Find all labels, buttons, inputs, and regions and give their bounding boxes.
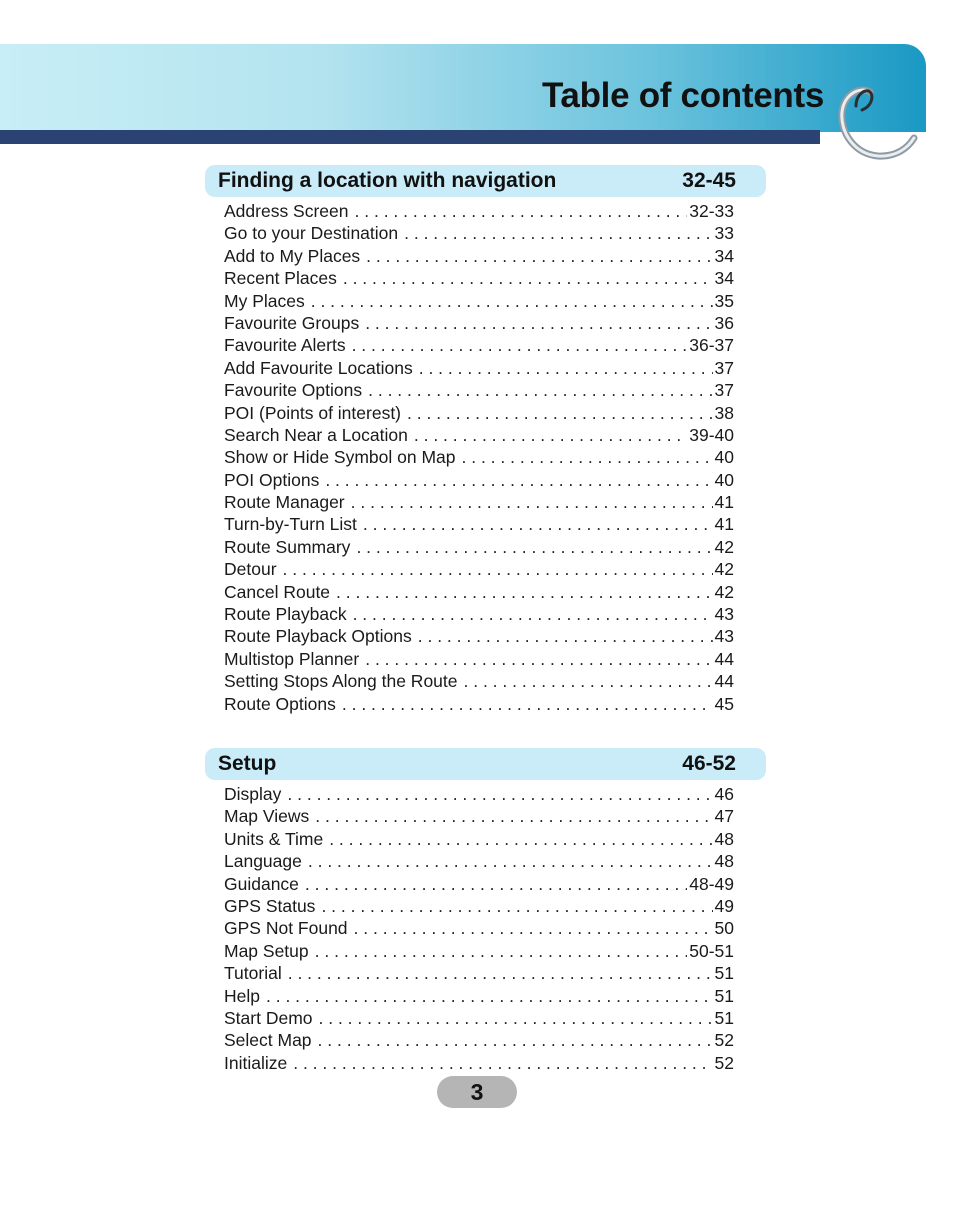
- toc-entry-title: Add to My Places: [224, 245, 361, 266]
- toc-entry[interactable]: [224, 670, 734, 692]
- toc-entry-page: 52: [714, 1052, 734, 1073]
- toc-entry-title: Map Setup: [224, 940, 309, 961]
- toc-entry-page: 48: [714, 851, 734, 872]
- toc-list-setup: [224, 783, 734, 1074]
- dot-leader: [321, 895, 712, 917]
- dot-leader: [353, 603, 713, 625]
- dot-leader: [363, 513, 713, 535]
- dot-leader: [368, 379, 712, 401]
- dot-leader: [464, 670, 713, 692]
- toc-entry[interactable]: [224, 446, 734, 468]
- section-header-setup[interactable]: [205, 748, 766, 780]
- toc-entry[interactable]: [224, 200, 734, 222]
- dot-leader: [315, 805, 712, 827]
- dot-leader: [266, 985, 713, 1007]
- toc-entry-page: 51: [714, 963, 734, 984]
- toc-entry-page: 32-33: [689, 201, 734, 221]
- toc-entry-page: 46: [714, 784, 734, 804]
- toc-entry-title: Add Favourite Locations: [224, 357, 413, 378]
- toc-entry[interactable]: [224, 424, 734, 446]
- page-number-badge: 3: [437, 1076, 517, 1108]
- toc-entry-page: 48: [714, 828, 734, 849]
- toc-entry-title: Tutorial: [224, 963, 282, 984]
- toc-entry[interactable]: [224, 693, 734, 715]
- dot-leader: [354, 917, 713, 939]
- dot-leader: [404, 222, 712, 244]
- toc-entry-title: GPS Status: [224, 895, 316, 916]
- dot-leader: [351, 491, 713, 513]
- toc-entry-page: 41: [714, 492, 734, 513]
- toc-entry-page: 44: [714, 671, 734, 692]
- toc-entry[interactable]: [224, 850, 734, 872]
- toc-entry-title: Multistop Planner: [224, 648, 360, 669]
- toc-entry-page: 51: [714, 985, 734, 1006]
- toc-entry-title: Display: [224, 784, 282, 804]
- section-title: Finding a location with navigation: [218, 169, 557, 192]
- section-pages: 46-52: [682, 752, 736, 775]
- toc-entry-page: 49: [714, 895, 734, 916]
- dot-leader: [343, 267, 713, 289]
- dot-leader: [342, 693, 713, 715]
- toc-entry-page: 50-51: [689, 940, 734, 961]
- section-pages: 32-45: [682, 169, 736, 192]
- header-underline: [0, 130, 820, 144]
- toc-entry-page: 39-40: [689, 424, 734, 445]
- dot-leader: [329, 828, 712, 850]
- page-title: Table of contents: [541, 76, 824, 115]
- toc-entry[interactable]: [224, 985, 734, 1007]
- toc-entry-page: 51: [714, 1007, 734, 1028]
- toc-entry[interactable]: [224, 222, 734, 244]
- dot-leader: [319, 1007, 713, 1029]
- toc-entry-page: 48-49: [689, 873, 734, 894]
- toc-entry-title: Cancel Route: [224, 581, 331, 602]
- toc-entry-title: Select Map: [224, 1030, 312, 1051]
- toc-entry-title: Detour: [224, 559, 277, 580]
- toc-entry-title: Help: [224, 985, 260, 1006]
- toc-entry-title: Recent Places: [224, 268, 337, 289]
- toc-entry-page: 41: [714, 514, 734, 535]
- toc-entry[interactable]: [224, 603, 734, 625]
- toc-entry-title: Setting Stops Along the Route: [224, 671, 458, 692]
- toc-entry-title: Route Summary: [224, 536, 351, 557]
- dot-leader: [462, 446, 713, 468]
- toc-entry[interactable]: [224, 334, 734, 356]
- toc-entry[interactable]: [224, 312, 734, 334]
- toc-entry-page: 38: [714, 402, 734, 423]
- toc-entry[interactable]: [224, 491, 734, 513]
- toc-entry-title: Route Manager: [224, 492, 345, 513]
- toc-entry[interactable]: [224, 940, 734, 962]
- toc-entry-page: 44: [714, 648, 734, 669]
- toc-entry[interactable]: [224, 469, 734, 491]
- toc-entry-page: 50: [714, 918, 734, 939]
- toc-entry[interactable]: [224, 267, 734, 289]
- toc-entry[interactable]: [224, 783, 734, 805]
- toc-entry-title: Favourite Groups: [224, 312, 360, 333]
- toc-entry-page: 40: [714, 469, 734, 490]
- toc-entry-title: Language: [224, 851, 302, 872]
- toc-entry-page: 52: [714, 1030, 734, 1051]
- toc-entry[interactable]: [224, 1029, 734, 1051]
- toc-entry-page: 43: [714, 626, 734, 647]
- toc-list-navigation: [224, 200, 734, 715]
- dot-leader: [325, 469, 712, 491]
- toc-entry[interactable]: [224, 357, 734, 379]
- toc-entry-title: Go to your Destination: [224, 223, 399, 244]
- toc-entry-title: Start Demo: [224, 1007, 313, 1028]
- toc-entry-page: 37: [714, 357, 734, 378]
- toc-entry-title: GPS Not Found: [224, 918, 348, 939]
- toc-entry[interactable]: [224, 648, 734, 670]
- dot-leader: [336, 581, 712, 603]
- toc-entry[interactable]: [224, 625, 734, 647]
- dot-leader: [355, 200, 688, 222]
- toc-entry[interactable]: [224, 581, 734, 603]
- toc-entry[interactable]: [224, 805, 734, 827]
- paper-clip-icon: [832, 78, 918, 164]
- toc-entry[interactable]: [224, 962, 734, 984]
- toc-entry[interactable]: [224, 1052, 734, 1074]
- toc-entry[interactable]: [224, 379, 734, 401]
- toc-entry-title: Guidance: [224, 873, 299, 894]
- toc-entry-page: 37: [714, 380, 734, 401]
- toc-entry-title: Units & Time: [224, 828, 324, 849]
- dot-leader: [287, 783, 712, 805]
- toc-entry-page: 40: [714, 447, 734, 468]
- toc-entry[interactable]: [224, 1007, 734, 1029]
- toc-entry-page: 35: [714, 290, 734, 311]
- toc-entry-title: Favourite Alerts: [224, 335, 346, 356]
- toc-entry-title: Show or Hide Symbol on Map: [224, 447, 456, 468]
- dot-leader: [365, 312, 712, 334]
- dot-leader: [407, 402, 713, 424]
- toc-entry-title: POI (Points of interest): [224, 402, 402, 423]
- toc-entry-page: 33: [714, 223, 734, 244]
- dot-leader: [288, 962, 713, 984]
- dot-leader: [419, 357, 713, 379]
- toc-entry-title: Route Options: [224, 693, 336, 714]
- toc-entry-title: Route Playback: [224, 604, 347, 625]
- dot-leader: [418, 625, 713, 647]
- toc-entry[interactable]: [224, 873, 734, 895]
- dot-leader: [315, 940, 688, 962]
- toc-entry[interactable]: [224, 917, 734, 939]
- toc-entry-title: POI Options: [224, 469, 320, 490]
- toc-entry-page: 34: [714, 245, 734, 266]
- toc-entry[interactable]: [224, 290, 734, 312]
- toc-entry-page: 42: [714, 559, 734, 580]
- dot-leader: [414, 424, 687, 446]
- toc-entry-title: Favourite Options: [224, 380, 363, 401]
- toc-entry[interactable]: [224, 558, 734, 580]
- toc-entry[interactable]: [224, 536, 734, 558]
- dot-leader: [318, 1029, 713, 1051]
- toc-entry-title: Initialize: [224, 1052, 288, 1073]
- dot-leader: [305, 873, 687, 895]
- toc-entry-title: Address Screen: [224, 201, 349, 221]
- toc-entry-page: 36-37: [689, 335, 734, 356]
- toc-entry[interactable]: [224, 513, 734, 535]
- dot-leader: [283, 558, 713, 580]
- toc-entry[interactable]: [224, 895, 734, 917]
- toc-entry-title: Turn-by-Turn List: [224, 514, 357, 535]
- dot-leader: [365, 648, 712, 670]
- dot-leader: [311, 290, 713, 312]
- toc-entry[interactable]: [224, 828, 734, 850]
- dot-leader: [293, 1052, 712, 1074]
- toc-entry-page: 42: [714, 581, 734, 602]
- toc-entry-title: Route Playback Options: [224, 626, 412, 647]
- dot-leader: [366, 245, 712, 267]
- dot-leader: [356, 536, 712, 558]
- section-header-navigation[interactable]: [205, 165, 766, 197]
- toc-entry-title: Map Views: [224, 806, 310, 827]
- dot-leader: [308, 850, 713, 872]
- toc-entry-page: 34: [714, 268, 734, 289]
- toc-entry[interactable]: [224, 245, 734, 267]
- toc-entry-page: 43: [714, 604, 734, 625]
- toc-entry-page: 36: [714, 312, 734, 333]
- toc-entry-page: 45: [714, 693, 734, 714]
- toc-entry-title: My Places: [224, 290, 305, 311]
- toc-entry-title: Search Near a Location: [224, 424, 408, 445]
- toc-entry-page: 42: [714, 536, 734, 557]
- toc-entry[interactable]: [224, 402, 734, 424]
- section-title: Setup: [218, 752, 277, 775]
- toc-entry-page: 47: [714, 806, 734, 827]
- dot-leader: [352, 334, 688, 356]
